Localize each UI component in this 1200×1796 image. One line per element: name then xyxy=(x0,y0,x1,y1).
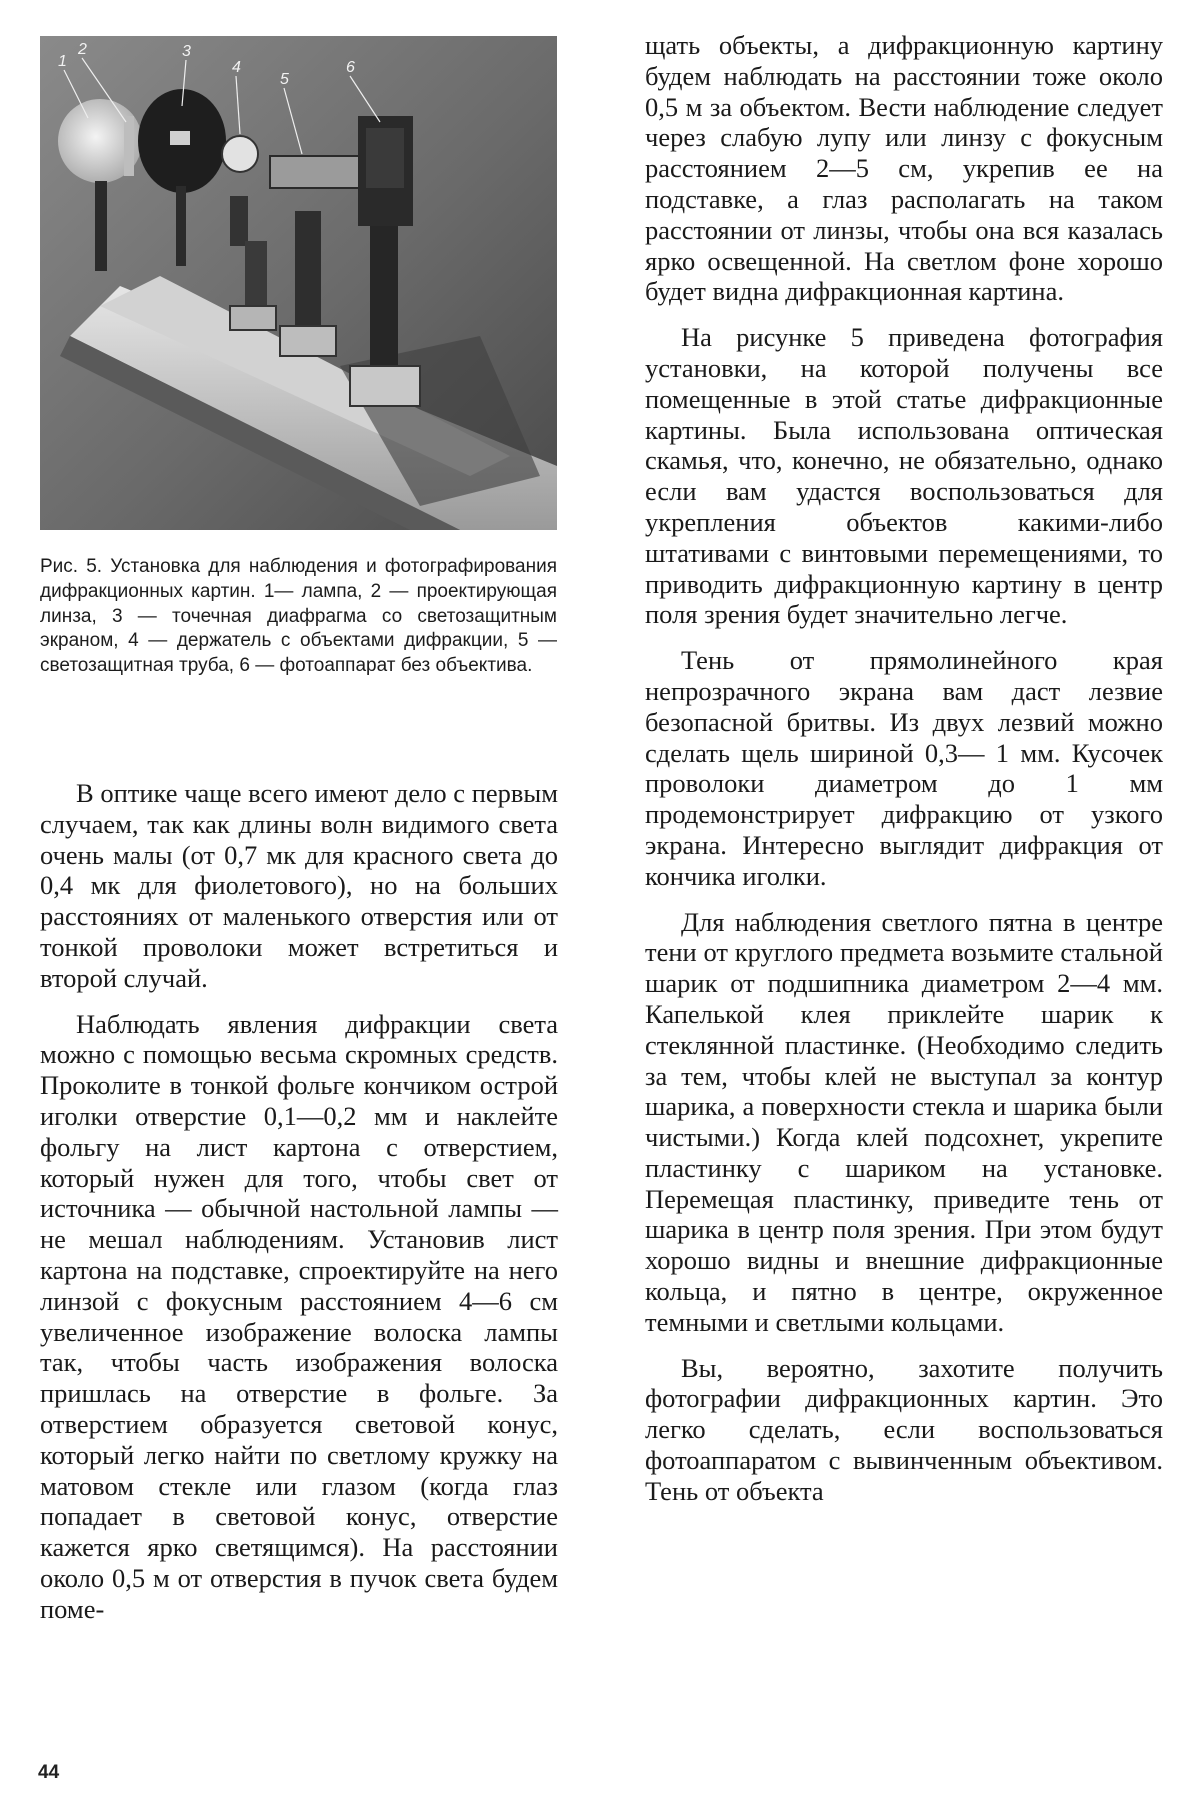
figure-label: 4 xyxy=(232,59,241,76)
paragraph: Тень от прямолинейного края непрозрачного экрана вам даст лезвие безопасной бритвы. Из двух лезвий можно сделать щель шириной 0,3— 1 мм. Кусочек проволоки диаметром до 1 мм продемонстрирует дифракцию от узкого экрана. Интересно выглядит дифракция от кончика иголки. xyxy=(645,645,1163,891)
figure-photo xyxy=(40,36,557,530)
paragraph: Для наблюдения светлого пятна в центре тени от круглого предмета возьмите стальной шарик от подшипника диаметром 2—4 мм. Капелькой клея приклейте шарик к стеклянной пластинке. (Необходимо следить за тем, чтобы клей не выступал за контур шарика, а поверхности стекла и шарика были чистыми.) Когда клей подсохнет, укрепите пластинку с шариком на установке. Перемещая пластинку, приведите тень от шарика в центр поля зрения. При этом будут хорошо видны и внешние дифракционные кольца, и пятно в центре, окруженное темными и светлыми кольцами. xyxy=(645,906,1163,1337)
figure-label: 6 xyxy=(346,59,355,76)
paragraph: щать объекты, а дифракционную картину будем наблюдать на расстоянии тоже около 0,5 м за объектом. Вести наблюдение следует через слабую лупу или линзу с фокусным расстоянием 2—5 см, укрепив ее на подставке, а глаз располагать на таком расстоянии от линзы, чтобы она вся казалась ярко освещенной. На светлом фоне хорошо будет видна дифракционная картина. xyxy=(645,30,1163,307)
paragraph: Наблюдать явления дифракции света можно с помощью весьма скромных средств. Проколите в тонкой фольге кончиком острой иголки отверстие 0,1—0,2 мм и наклейте фольгу на лист картона с отверстием, который нужен для того, чтобы свет от источника — обычной настольной лампы — не мешал наблюдениям. Установив лист картона на подставке, спроектируйте на него линзой с фокусным расстоянием 4—6 см увеличенное изображение волоска лампы так, чтобы часть изображения волоска пришлась на отверстие в фольге. За отверстием образуется световой конус, который легко найти по светлому кружку на матовом стекле или глазом (когда глаз попадает в световой конус, отверстие кажется ярко светящимся). На расстоянии около 0,5 м от отверстия в пучок света будем поме- xyxy=(40,1008,558,1624)
figure-label: 3 xyxy=(182,43,191,60)
figure-label: 2 xyxy=(78,41,87,58)
figure-label: 5 xyxy=(280,71,289,88)
paragraph: На рисунке 5 приведена фотография установки, на которой получены все помещенные в этой статье дифракционные картины. Была использована оптическая скамья, что, конечно, не обязательно, однако если вам удастся воспользоваться для укрепления объектов какими-либо штативами с винтовыми перемещениями, то приводить дифракционную картину в центр поля зрения будет значительно легче. xyxy=(645,322,1163,630)
page-number: 44 xyxy=(38,1762,60,1783)
paragraph: В оптике чаще всего имеют дело с первым случаем, так как длины волн видимого света очень малы (от 0,7 мк для красного света до 0,4 мк для фиолетового), но на больших расстояниях от маленького отверстия или от тонкой проволоки может встретиться и второй случай. xyxy=(40,778,558,993)
optical-bench-photo xyxy=(40,36,557,530)
figure-label: 1 xyxy=(58,53,67,70)
figure-caption: Рис. 5. Установка для наблюдения и фотографирования дифракционных картин. 1— лампа, 2 — проектирующая линза, 3 — точечная диафрагма со светозащитным экраном, 4 — держатель с объектами дифракции, 5 — светозащитная труба, 6 — фотоаппарат без объектива. xyxy=(40,556,557,677)
left-column xyxy=(40,778,558,1625)
paragraph: Вы, вероятно, захотите получить фотографии дифракционных картин. Это легко сделать, если воспользоваться фотоаппаратом с вывинченным объективом. Тень от объекта xyxy=(645,1352,1163,1506)
right-column xyxy=(645,30,1163,1507)
